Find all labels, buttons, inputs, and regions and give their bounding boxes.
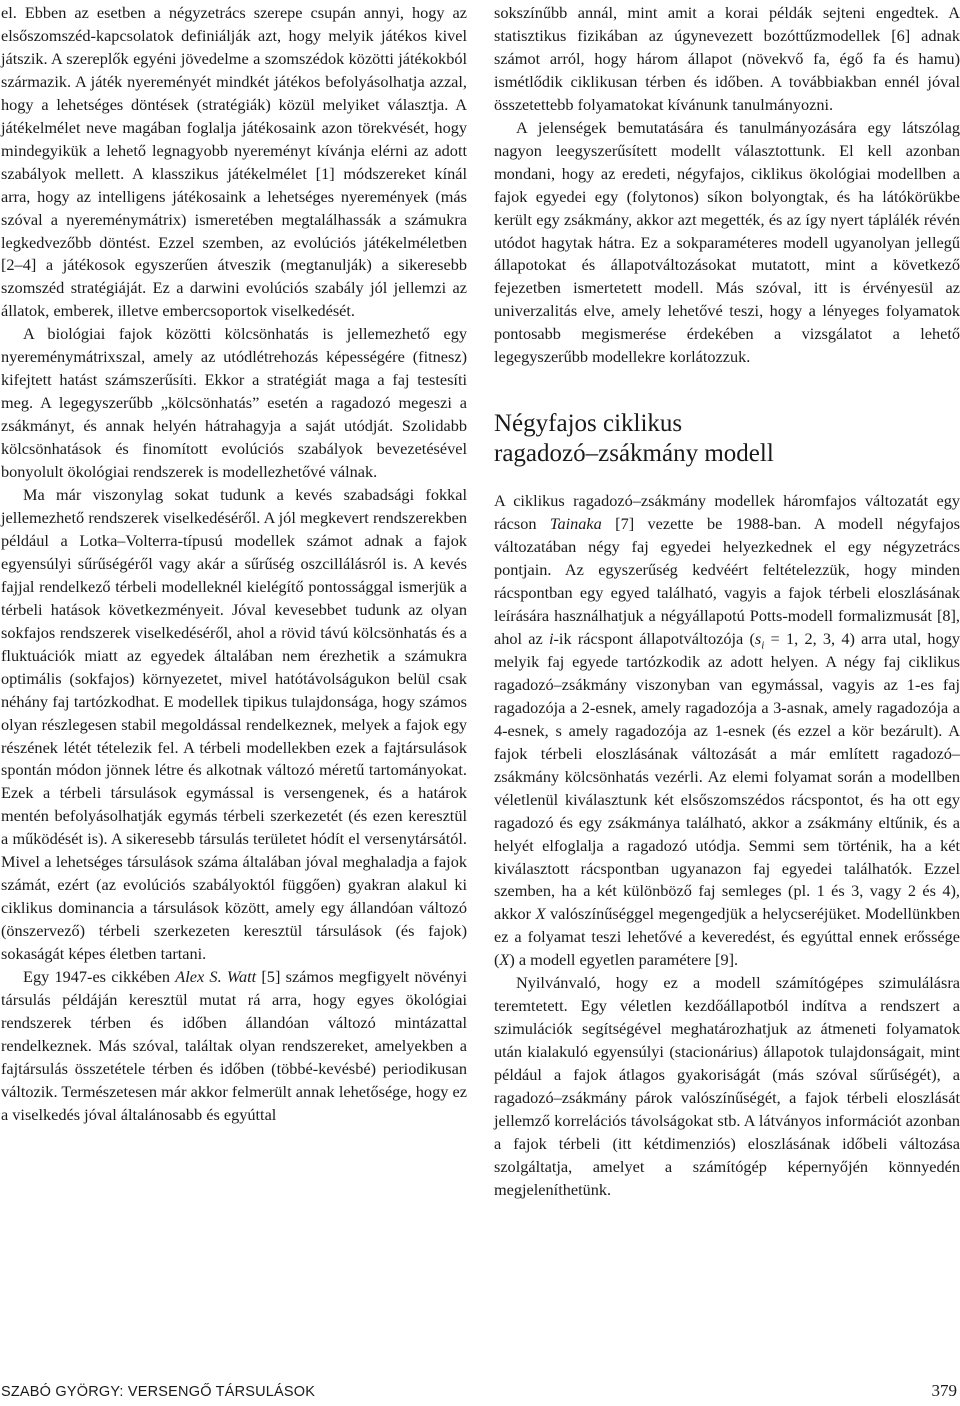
text-run: [5] számos megfigyelt növényi társulás példáján keresztül mutat rá arra, hogy egyes ökológiai rendszerek térben és időben állandóan változó mintázattal rendelkeznek. Más szóval, találtak olyan rendszereket, amelyekben a fajtársulás összetétele térben és időben (többé-kevésbé) periodikusan változik. Természetesen már akkor felmerült annak lehetősége, hogy ez a viselkedés jóval általánosabb és egyúttal (1, 967, 468, 1124)
paragraph: A jelenségek bemutatására és tanulmányozására egy látszólag nagyon leegyszerűsített modellt választottunk. El kell azonban mondani, hogy az eredeti, négyfajos, ciklikus ökológiai modellben a fajok egyedei egy (folytonos) síkon bolyongtak, és ha látókörükbe került egy zsákmány, akkor azt megették, és az így nyert táplálék révén utódot hagytak hátra. Ez a sokparaméteres modell ugyanolyan jellegű állapotokat és állapotváltozásokat mutatott, mint a következő fejezetben ismertetett modell. Más szóval, itt is érvényesül az univerzalitás elve, amely lehetővé teszi, hogy a lényeges folyamatok pontosabb megismerése érdekében a vizsgálatot a lehető legegyszerűbb modellekre korlátozzuk. (494, 117, 960, 367)
text-run: Egy 1947-es cikkében (23, 967, 176, 987)
text-run: ) a modell egyetlen paramétere [9]. (509, 950, 739, 970)
author-name: Alex S. Watt (175, 967, 257, 987)
paragraph: Ma már viszonylag sokat tudunk a kevés szabadsági fokkal jellemezhető rendszerek viselkedéséről. A jól megkevert rendszerekben például a Lotka–Volterra-típusú modellek számot adnak a fajok egyensúlyi sűrűségéről vagy akár a sűrűség oszcillálásról is. A kevés fajjal rendelkező térbeli modelleknél kielégítő pontossággal ismerjük a térbeli hatások következményeit. Jóval kevesebbet tudunk az olyan sokfajos rendszerek viselkedéséről, ahol a rövid távú kölcsönhatás és a fluktuációk miatt az egyedek általában nem érezhetik a számukra optimális (sokfajos) környezetet, mivel hatótávolságukon belül csak néhány faj tartózkodhat. E modellek tipikus tulajdonsága, hogy számos olyan részlegesen stabil megoldással rendelkeznek, melyek a fajok egy részének létét tételezik fel. A térbeli modellekben ezek a fajtársulások spontán módon jönnek létre és alkotnak változó méretű tartományokat. Ezek a térbeli társulások egymással is versengenek, és a határok mentén befolyásolhatják egymás térbeli szerkezetét (és ezen keresztül a működését is). A sikeresebb társulás területet hódít el versenytársától. Mivel a lehetséges társulások száma általában jóval meghaladja a fajok számát, ezért (az evolúciós szabályoktól függően) gyakran alakul ki ciklikus dominancia a társulások között, amely egy állandóan változó (önszervező) térbeli szerkezeten keresztül társulások (és fajok) sokaságát képes életben tartani. (1, 485, 467, 964)
text-run: = 1, 2, 3, 4) arra utal, hogy melyik faj egyede tartózkodik az adott helyen. A négy faj ciklikus ragadozó–zsákmány viszonyban van egymással, vagyis az 1-es faj ragadozója a 2-esnek, amely ragadozója a 3-asnak, amely ragadozója a 4-esnek, s amely ragadozója az 1-esnek (és ezzel a kör bezárult). A fajok térbeli eloszlásának változását a már említett ragadozó–zsákmány kölcsönhatás vezérli. Az elemi folyamat során a modellben véletlenül kiválasztunk két elsőszomszédos rácspontot, és ha ott egy ragadozó és egy zsákmánya található, akkor a zsákmány eltűnik, és a helyét elfoglalja a ragadozó utódja. Semmi sem történik, ha a két kiválasztott rácspontban ugyanazon faj egyedei találhatók. Ezzel szemben, ha a két különböző faj semleges (pl. 1 és 3, vagy 2 és 4), akkor (494, 628, 960, 924)
text-run: [7] vezette be 1988-ban. A modell négyfajos változatában négy faj egyedei helyezkednek el egy négyzetrács pontjain. Az egyszerűség kedvéért feltételezzük, hogy minden rácspontban egy egyed található, vagyis a fajok térbeli eloszlásának leírására használhatjuk a négyállapotú Potts-modell formalizmusát [8], ahol az (494, 514, 960, 648)
paragraph: sokszínűbb annál, mint amit a korai példák sejteni engedtek. A statisztikus fizikában az úgynevezett bozóttűzmodellek [6] adnak számot arról, hogy három állapot (növekvő fa, égő fa és hamu) ismétlődik ciklikusan térben és időben. A továbbiakban ennél jóval összetettebb folyamatokat kívánunk tanulmányozni. (494, 3, 960, 114)
math-subscript: i (761, 639, 765, 652)
math-variable: s (754, 628, 762, 648)
text-run: valószínűséggel megengedjük a helycseréjüket. Modellünkben ez a folyamat teszi lehetővé a keveredést, és egyúttal ennek erőssége ( (494, 904, 960, 970)
paragraph (1, 966, 467, 1127)
text-run: A ciklikus ragadozó–zsákmány modellek háromfajos változatát egy rácson (494, 491, 960, 534)
page-footer (1, 1381, 957, 1404)
text-run: -ik rácspont állapotváltozója ( (553, 628, 755, 648)
math-variable: X (499, 950, 510, 970)
running-head: SZABÓ GYÖRGY: VERSENGŐ TÁRSULÁSOK (1, 1384, 316, 1400)
right-column (494, 2, 960, 1202)
section-heading-line: Négyfajos ciklikus (494, 410, 683, 438)
math-variable: X (535, 904, 546, 924)
section-heading-line: ragadozó–zsákmány modell (494, 440, 774, 468)
left-column (1, 2, 467, 1127)
section-heading (494, 409, 960, 469)
paragraph (494, 490, 960, 972)
math-variable: i (548, 628, 554, 648)
paragraph: el. Ebben az esetben a négyzetrács szerepe csupán annyi, hogy az elsőszomszéd-kapcsolatok definiálják azt, hogy melyik játékos kivel játszik. A szereplők egyéni jövedelme a szomszédok közötti játékokból származik. A játék nyereményét mindkét játékos befolyásolhatja azzal, hogy a lehetséges döntések (stratégiák) közül melyiket választja. A játékelmélet neve magában foglalja játékosaink azon törekvését, hogy mindegyikük a lehető legnagyobb nyereményt kívánja elérni az adott szabályok mellett. A klasszikus játékelmélet [1] módszereket kínál arra, hogy az intelligens játékosaink a lehetséges nyeremények (más szóval a nyereménymátrix) ismeretében megtalálhassák a számukra legkedvezőbb döntést. Ezzel szemben, az evolúciós játékelméletben [2–4] a játékosok egyszerűen átveszik (megtanulják) a sikeresebb szomszéd stratégiáját. Ez a darwini evolúciós szabály jól jellemzi az állatok, emberek, illetve embercsoportok viselkedését. (1, 3, 467, 321)
page-number: 379 (931, 1381, 957, 1400)
author-name: Tainaka (549, 514, 602, 534)
paragraph: Nyilvánvaló, hogy ez a modell számítógépes szimulálásra teremtetett. Egy véletlen kezdőállapotból indítva a rendszert a szimulációk segítségével meghatározhatjuk az átmeneti folyamatok után kialakuló egyensúlyi (stacionárius) állapotok tulajdonságait, mint például a fajok átlagos gyakoriságát (más szóval sűrűségét), a ragadozó–zsákmány párok valószínűségét, a fajok térbeli eloszlását jellemző korrelációs távolságokat stb. A látványos információt azonban a fajok térbeli (itt kétdimenziós) eloszlásának időbeli változása szolgáltatja, amelyet a számítógép képernyőjén könnyedén megjeleníthetünk. (494, 973, 960, 1199)
paragraph: A biológiai fajok közötti kölcsönhatás is jellemezhető egy nyereménymátrixszal, amely az utódlétrehozás képességére (fitnesz) kifejtett hatást számszerűsíti. Ekkor a stratégiát maga a faj testesíti meg. A legegyszerűbb „kölcsönhatás” esetén a ragadozó megeszi a zsákmányt, és annak helyén hátrahagyja a saját utódját. Szolidabb kölcsönhatások és finomított evolúciós szabályok bevezetésével bonyolult ökológiai rendszerek is modellezhetővé válnak. (1, 324, 467, 482)
